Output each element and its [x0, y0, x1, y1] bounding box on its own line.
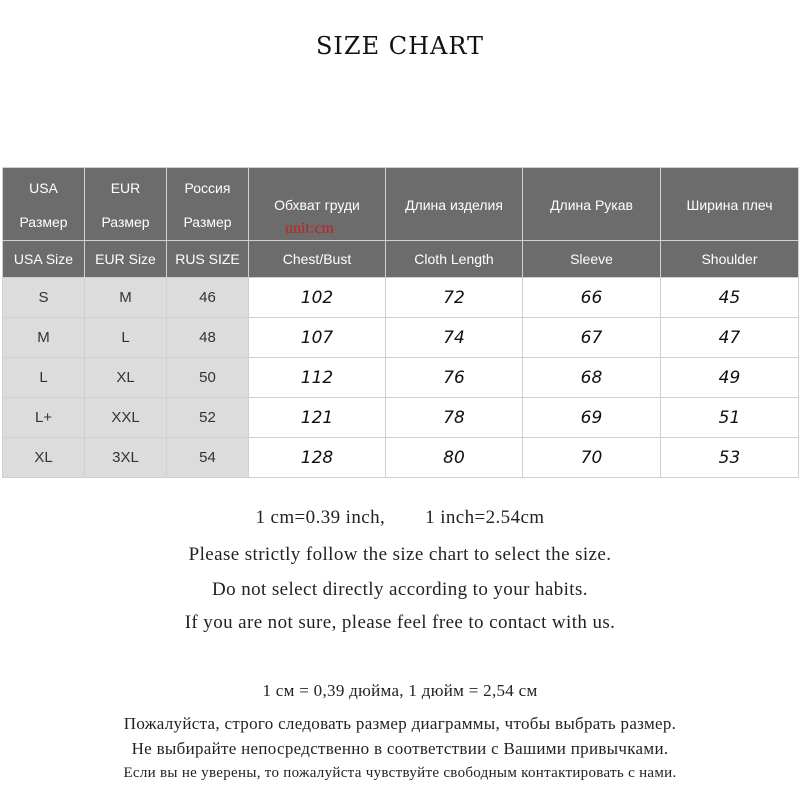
cell-shoulder: 45 — [661, 278, 799, 318]
header-usa-line1: USA — [29, 180, 58, 196]
cell-usa: L — [3, 358, 85, 398]
header-eur — [85, 168, 167, 241]
table-row — [3, 358, 799, 398]
instruction-ru-line-1: Пожалуйста, строго следовать размер диаграммы, чтобы выбрать размер. — [123, 714, 677, 733]
cell-length: 78 — [386, 398, 523, 438]
cell-usa: XL — [3, 438, 85, 478]
header-length-label: Длина изделия — [405, 197, 503, 213]
cell-eur: 3XL — [85, 438, 167, 478]
instruction-ru-line-3: Если вы не уверены, то пожалуйста чувствуйте свободным контактировать с нами. — [123, 765, 677, 781]
instruction-line-2: Do not select directly according to your habits. — [212, 579, 588, 600]
cell-rus: 46 — [167, 278, 249, 318]
header-chest — [249, 168, 386, 241]
subheader-chest: Chest/Bust — [249, 241, 386, 278]
instruction-line-3: If you are not sure, please feel free to contact with us. — [184, 612, 616, 633]
cell-chest: 112 — [249, 358, 386, 398]
cell-eur: XXL — [85, 398, 167, 438]
cell-length: 72 — [386, 278, 523, 318]
cell-shoulder: 47 — [661, 318, 799, 358]
subheader-shoulder: Shoulder — [661, 241, 799, 278]
table-row — [3, 318, 799, 358]
size-chart-table — [2, 167, 799, 478]
header-sleeve — [523, 168, 661, 241]
cell-sleeve: 66 — [523, 278, 661, 318]
table-row — [3, 278, 799, 318]
cell-eur: XL — [85, 358, 167, 398]
cell-shoulder: 51 — [661, 398, 799, 438]
cell-length: 74 — [386, 318, 523, 358]
header-eur-line1: EUR — [110, 180, 141, 196]
header-length — [386, 168, 523, 241]
table-header-row — [3, 168, 799, 241]
conversion-inch: 1 inch=2.54cm — [425, 507, 545, 528]
cell-rus: 50 — [167, 358, 249, 398]
conversion-cm: 1 cm=0.39 inch, — [255, 507, 386, 528]
header-eur-line2: Размер — [101, 214, 150, 230]
cell-eur: L — [85, 318, 167, 358]
header-rus-line2: Размер — [183, 214, 232, 230]
header-usa-line2: Размер — [19, 214, 68, 230]
conversion-note-ru: 1 см = 0,39 дюйма, 1 дюйм = 2,54 см — [262, 681, 538, 700]
cell-chest: 107 — [249, 318, 386, 358]
cell-sleeve: 69 — [523, 398, 661, 438]
cell-rus: 54 — [167, 438, 249, 478]
header-shoulder — [661, 168, 799, 241]
cell-usa: M — [3, 318, 85, 358]
cell-sleeve: 70 — [523, 438, 661, 478]
subheader-usa-size: USA Size — [3, 241, 85, 278]
table-row — [3, 438, 799, 478]
conversion-note-en — [0, 507, 800, 529]
cell-length: 76 — [386, 358, 523, 398]
cell-usa: L+ — [3, 398, 85, 438]
cell-shoulder: 49 — [661, 358, 799, 398]
cell-sleeve: 67 — [523, 318, 661, 358]
cell-sleeve: 68 — [523, 358, 661, 398]
cell-eur: M — [85, 278, 167, 318]
subheader-length: Cloth Length — [386, 241, 523, 278]
cell-length: 80 — [386, 438, 523, 478]
cell-usa: S — [3, 278, 85, 318]
unit-label: unit:cm — [285, 220, 334, 237]
subheader-sleeve: Sleeve — [523, 241, 661, 278]
subheader-rus-size: RUS SIZE — [167, 241, 249, 278]
subheader-eur-size: EUR Size — [85, 241, 167, 278]
header-usa — [3, 168, 85, 241]
header-chest-label: Обхват груди — [274, 197, 360, 213]
header-shoulder-label: Ширина плеч — [686, 197, 773, 213]
instruction-ru-line-2: Не выбирайте непосредственно в соответствии с Вашими привычками. — [131, 739, 669, 758]
header-rus-line1: Россия — [184, 180, 231, 196]
cell-rus: 48 — [167, 318, 249, 358]
header-rus — [167, 168, 249, 241]
cell-chest: 128 — [249, 438, 386, 478]
page-title: SIZE CHART — [315, 32, 485, 60]
cell-shoulder: 53 — [661, 438, 799, 478]
cell-rus: 52 — [167, 398, 249, 438]
table-subheader-row — [3, 241, 799, 278]
header-sleeve-label: Длина Рукав — [550, 197, 633, 213]
cell-chest: 102 — [249, 278, 386, 318]
cell-chest: 121 — [249, 398, 386, 438]
table-row — [3, 398, 799, 438]
instruction-line-1: Please strictly follow the size chart to select the size. — [188, 544, 612, 565]
